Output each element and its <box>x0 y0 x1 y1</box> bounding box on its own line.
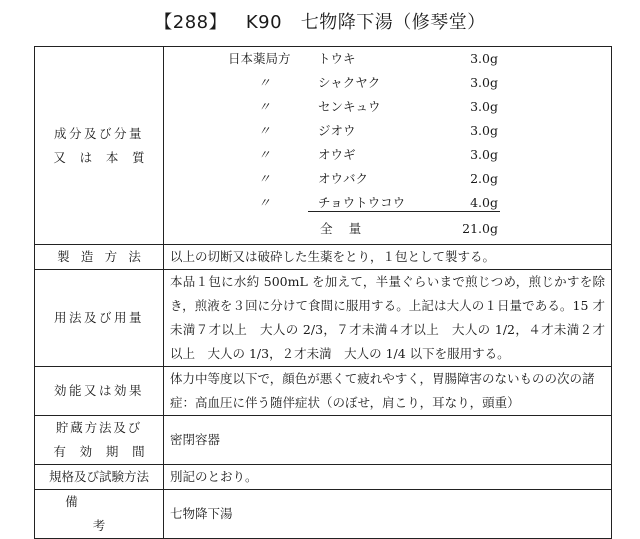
ingredient-amount: 4.0g <box>470 195 498 210</box>
ingredient-source: 日本薬局方 <box>228 51 291 66</box>
ditto-mark: 〃 <box>258 171 271 186</box>
ditto-mark: 〃 <box>258 75 271 90</box>
storage-row <box>35 416 612 465</box>
usage-row <box>35 270 612 367</box>
remarks-row <box>35 490 612 539</box>
storage-text: 密閉容器 <box>164 416 612 465</box>
composition-content <box>164 47 612 245</box>
composition-label <box>35 47 164 245</box>
ingredient-name: オウギ <box>318 147 356 162</box>
manufacturing-label: 製造方法 <box>35 245 164 270</box>
ingredient-amount: 3.0g <box>470 51 498 66</box>
efficacy-row <box>35 367 612 416</box>
ingredient-name: シャクヤク <box>318 75 381 90</box>
ingredient-row <box>170 95 610 119</box>
monograph-number: 【288】 <box>154 12 228 33</box>
ingredient-name: センキュウ <box>318 99 381 114</box>
formula-name: 七物降下湯（修琴堂） <box>300 12 486 33</box>
ingredient-list <box>170 47 611 244</box>
usage-label: 用法及び用量 <box>35 270 164 367</box>
usage-text: 本品１包に水約 500mL を加えて，半量ぐらいまで煎じつめ，煎じかすを除き，煎液を３回に分けて食間に服用する。上記は大人の１日量である。15 才未満７才以上 大人の 2/3，７才未満４才以上 大人の 1/2，４才未満２才以上 大人の 1/3，２才未満 大人の 1/4 以下を服用する。 <box>164 270 612 367</box>
manufacturing-text: 以上の切断又は破砕した生薬をとり，１包として製する。 <box>164 245 612 270</box>
ingredient-row <box>170 143 610 167</box>
storage-label-line1: 貯蔵方法及び <box>55 420 143 435</box>
page-title <box>0 8 640 34</box>
ingredient-name: ジオウ <box>318 123 356 138</box>
composition-label-line1: 成分及び分量 <box>53 125 144 141</box>
efficacy-label: 効能又は効果 <box>35 367 164 416</box>
storage-label-line2: 有効期間 <box>53 444 159 459</box>
ingredient-row <box>170 71 610 95</box>
composition-label-line2: 又は本質 <box>53 149 159 165</box>
ingredient-name: チョウトウコウ <box>318 195 406 210</box>
ditto-mark: 〃 <box>258 195 271 210</box>
remarks-text: 七物降下湯 <box>164 490 612 539</box>
efficacy-text: 体力中等度以下で，顔色が悪くて疲れやすく，胃腸障害のないものの次の諸症：高血圧に伴う随伴症状（のぼせ，肩こり，耳なり，頭重） <box>164 367 612 416</box>
ingredient-amount: 3.0g <box>470 123 498 138</box>
total-amount: 21.0g <box>462 221 498 236</box>
manufacturing-row <box>35 245 612 270</box>
ingredient-amount: 3.0g <box>470 75 498 90</box>
total-divider <box>308 211 500 212</box>
total-row <box>170 217 610 241</box>
ingredient-row <box>170 167 610 191</box>
ditto-mark: 〃 <box>258 123 271 138</box>
ingredient-name: トウキ <box>318 51 356 66</box>
ingredient-row <box>170 119 610 143</box>
remarks-label: 備考 <box>35 490 164 539</box>
ditto-mark: 〃 <box>258 99 271 114</box>
specs-label: 規格及び試験方法 <box>35 465 164 490</box>
composition-row <box>35 47 612 245</box>
monograph-table <box>34 46 612 539</box>
ingredient-name: オウバク <box>318 171 369 186</box>
specs-text: 別記のとおり。 <box>164 465 612 490</box>
storage-label <box>35 416 164 465</box>
ditto-mark: 〃 <box>258 147 271 162</box>
ingredient-amount: 3.0g <box>470 147 498 162</box>
total-label: 全量 <box>320 221 378 236</box>
ingredient-amount: 2.0g <box>470 171 498 186</box>
ingredient-amount: 3.0g <box>470 99 498 114</box>
ingredient-row <box>170 47 610 71</box>
specs-row <box>35 465 612 490</box>
monograph-code: K90 <box>245 12 283 33</box>
